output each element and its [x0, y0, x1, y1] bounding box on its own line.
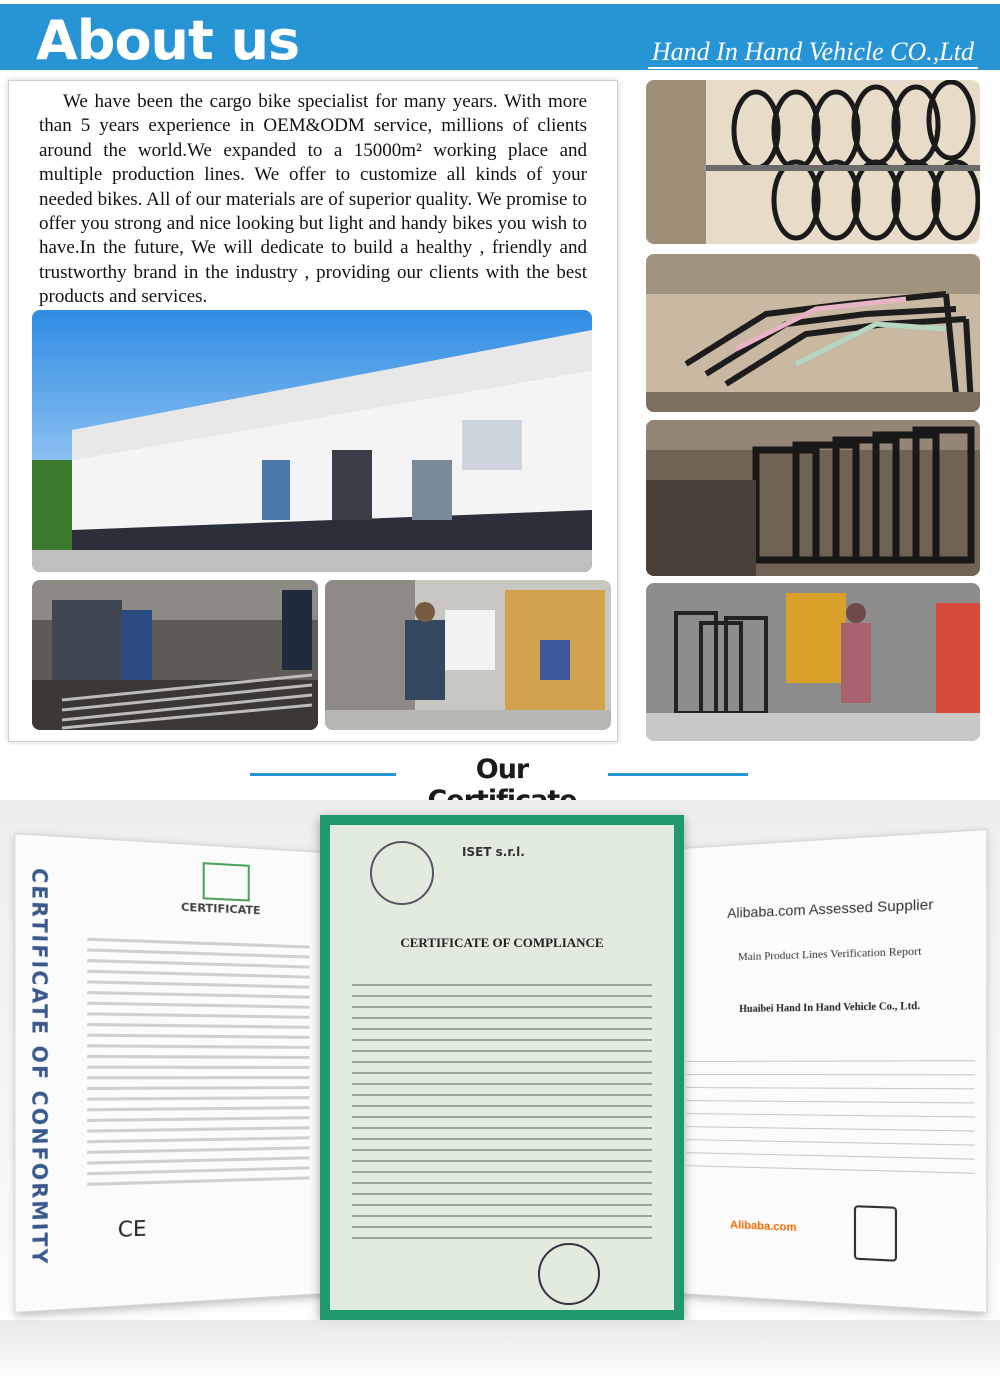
frame-stock-photo: [646, 420, 980, 576]
iset-stamp-icon: [538, 1243, 600, 1305]
iset-certificate-body: [330, 825, 674, 1310]
alibaba-certificate-title: Alibaba.com Assessed Supplier: [727, 895, 934, 922]
iset-certificate-title: CERTIFICATE OF COMPLIANCE: [400, 935, 604, 950]
factory-building-photo: [32, 310, 592, 572]
heading-divider-right: [608, 773, 748, 776]
header-banner: [0, 4, 1000, 70]
alibaba-info-table: [687, 1047, 975, 1174]
ce-certificate-body: [87, 930, 309, 1193]
ce-side-label: CERTIFICATE OF CONFORMITY: [26, 867, 52, 1267]
alibaba-logo: Alibaba.com: [730, 1219, 797, 1235]
certificate-title: Our: [475, 754, 529, 785]
certificate-reflection: [0, 1320, 1000, 1384]
welding-workshop-photo: [32, 580, 318, 730]
ce-logo-icon: [203, 862, 250, 901]
ce-mark: CE: [117, 1215, 147, 1243]
iset-issuer: ISET s.r.l.: [462, 845, 525, 859]
frame-rack-photo: [646, 254, 980, 412]
iset-certificate: [320, 815, 684, 1320]
wheel-storage-photo: [646, 80, 980, 244]
ce-certificate-title: CERTIFICATE: [180, 900, 261, 918]
alibaba-certificate-company: Huaibei Hand In Hand Vehicle Co., Ltd.: [739, 1000, 921, 1016]
painting-workshop-photo: [325, 580, 611, 730]
page-title: About us: [36, 9, 300, 72]
iset-seal-icon: [370, 841, 434, 905]
bureau-veritas-logo-icon: [854, 1205, 897, 1262]
page-header: [0, 0, 1000, 75]
iset-certificate-lines: [352, 975, 652, 1248]
ce-certificate: [14, 833, 324, 1313]
alibaba-certificate-subtitle: Main Product Lines Verification Report: [737, 945, 922, 964]
company-name: Hand In Hand Vehicle CO.,Ltd: [648, 38, 978, 69]
about-paragraph: We have been the cargo bike specialist for many years. With more than 5 years experience in OEM&ODM service, millions of clients around the world.We expanded to a 15000m² working place and multiple production lines. We offer to customize all kinds of your needed bikes. All of our materials are of superior quality. We promise to offer you strong and nice looking but light and handy bikes you wish to have.In the future, We will dedicate to build a healthy , friendly and trustworthy brand in the industry , providing our clients with the best products and services.: [39, 91, 587, 308]
alibaba-certificate: [680, 829, 987, 1313]
certificate-heading: [0, 752, 1000, 796]
grinding-worker-photo: [646, 583, 980, 741]
heading-divider-left: [250, 773, 396, 776]
